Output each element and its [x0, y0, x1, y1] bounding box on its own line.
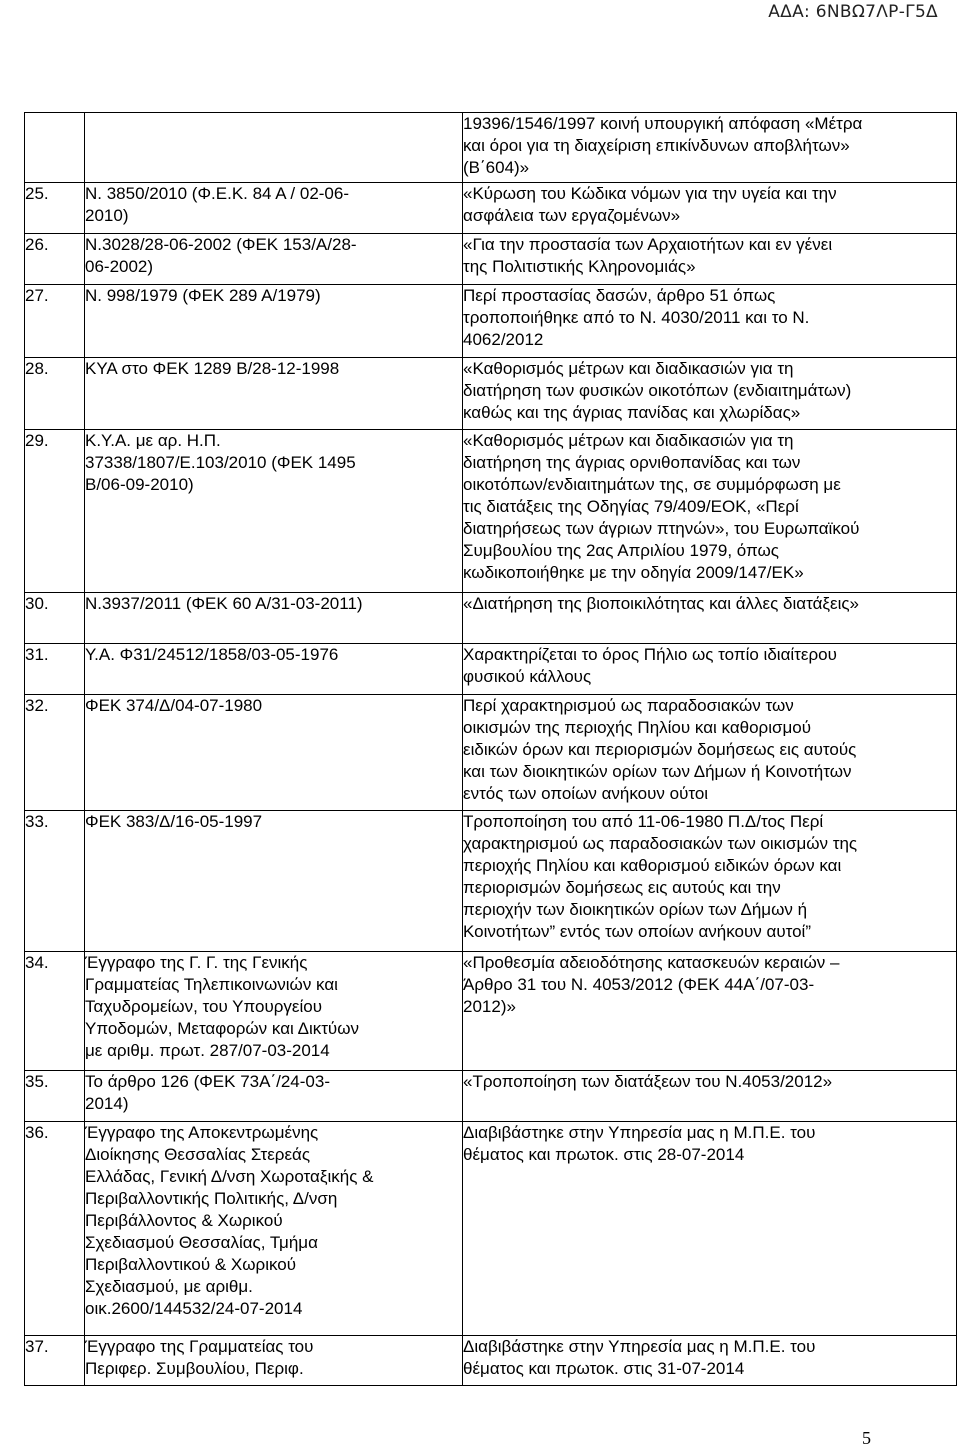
row-reference: Έγγραφο της Αποκεντρωμένης Διοίκησης Θεσσαλίας Στερεάς Ελλάδας, Γενική Δ/νση Χωροταξικής & Περιβαλλοντικής Πολιτικής, Δ/νση Περιβάλλοντος & Χωρικού Σχεδιασμού Θεσσαλίας, Τμήμα Περιβαλλοντικού & Χωρικού Σχεδιασμού, με αριθμ. οικ.2600/144532/24-07-2014 [85, 1122, 463, 1336]
row-reference: Κ.Υ.Α. με αρ. Η.Π. 37338/1807/Ε.103/2010 (ΦΕΚ 1495 Β/06-09-2010) [85, 430, 463, 593]
row-number [25, 113, 85, 183]
table-row [25, 234, 957, 285]
table-row [25, 644, 957, 695]
row-number: 37. [25, 1336, 85, 1386]
row-description: «Καθορισμός μέτρων και διαδικασιών για τη διατήρηση της άγριας ορνιθοπανίδας και των οικοτόπων/ενδιαιτημάτων της, σε συμμόρφωση με τις διατάξεις της Οδηγίας 79/409/ΕΟΚ, «Περί διατηρήσεως των άγριων πτηνών», του Ευρωπαϊκού Συμβουλίου της 2ας Απριλίου 1979, όπως κωδικοποιήθηκε με την οδηγία 2009/147/ΕΚ» [463, 430, 957, 593]
table-row [25, 695, 957, 811]
row-number: 32. [25, 695, 85, 811]
table-row [25, 358, 957, 430]
row-description: Περί προστασίας δασών, άρθρο 51 όπως τροποποιήθηκε από το Ν. 4030/2011 και το Ν. 4062/2012 [463, 285, 957, 358]
row-description: «Τροποποίηση των διατάξεων του Ν.4053/2012» [463, 1071, 957, 1122]
table-row [25, 1071, 957, 1122]
row-description: «Προθεσμία αδειοδότησης κατασκευών κεραιών – Άρθρο 31 του Ν. 4053/2012 (ΦΕΚ 44Α΄/07-03- 2012)» [463, 952, 957, 1071]
row-description: «Διατήρηση της βιοποικιλότητας και άλλες διατάξεις» [463, 593, 957, 644]
row-reference: Έγγραφο της Γ. Γ. της Γενικής Γραμματείας Τηλεπικοινωνιών και Ταχυδρομείων, του Υπουργείου Υποδομών, Μεταφορών και Δικτύων με αριθμ. πρωτ. 287/07-03-2014 [85, 952, 463, 1071]
table-row [25, 1336, 957, 1386]
legislation-table [24, 112, 957, 1386]
table-row [25, 952, 957, 1071]
row-description: Διαβιβάστηκε στην Υπηρεσία μας η Μ.Π.Ε. του θέματος και πρωτοκ. στις 28-07-2014 [463, 1122, 957, 1336]
table-row [25, 430, 957, 593]
row-reference: ΦΕΚ 374/Δ/04-07-1980 [85, 695, 463, 811]
page-number: 5 [862, 1428, 871, 1448]
table-row [25, 1122, 957, 1336]
row-number: 27. [25, 285, 85, 358]
ada-code: ΑΔΑ: 6ΝΒΩ7ΛΡ-Γ5Δ [768, 2, 938, 22]
row-number: 31. [25, 644, 85, 695]
row-reference: Ν. 3850/2010 (Φ.Ε.Κ. 84 Α / 02-06- 2010) [85, 183, 463, 234]
row-number: 35. [25, 1071, 85, 1122]
row-reference: Το άρθρο 126 (ΦΕΚ 73Α΄/24-03- 2014) [85, 1071, 463, 1122]
row-description: Χαρακτηρίζεται το όρος Πήλιο ως τοπίο ιδιαίτερου φυσικού κάλλους [463, 644, 957, 695]
row-number: 33. [25, 811, 85, 952]
row-number: 29. [25, 430, 85, 593]
table-row [25, 183, 957, 234]
table-row [25, 593, 957, 644]
row-number: 25. [25, 183, 85, 234]
row-number: 30. [25, 593, 85, 644]
row-reference: Ν.3028/28-06-2002 (ΦΕΚ 153/Α/28- 06-2002) [85, 234, 463, 285]
row-description: «Καθορισμός μέτρων και διαδικασιών για τη διατήρηση των φυσικών οικοτόπων (ενδιαιτημάτων) καθώς και της άγριας πανίδας και χλωρίδας» [463, 358, 957, 430]
row-reference: ΚΥΑ στο ΦΕΚ 1289 Β/28-12-1998 [85, 358, 463, 430]
row-number: 34. [25, 952, 85, 1071]
row-reference: Έγγραφο της Γραμματείας του Περιφερ. Συμβουλίου, Περιφ. [85, 1336, 463, 1386]
row-reference: Υ.Α. Φ31/24512/1858/03-05-1976 [85, 644, 463, 695]
table-row [25, 811, 957, 952]
row-description: Τροποποίηση του από 11-06-1980 Π.Δ/τος Περί χαρακτηρισμού ως παραδοσιακών των οικισμών της περιοχής Πηλίου και καθορισμού ειδικών όρων και περιορισμών δομήσεως εις αυτούς και την περιοχήν των διοικητικών ορίων των Δήμων ή Κοινοτήτων” εντός των οποίων ανήκουν αυτοί” [463, 811, 957, 952]
row-description: «Κύρωση του Κώδικα νόμων για την υγεία και την ασφάλεια των εργαζομένων» [463, 183, 957, 234]
table-row [25, 113, 957, 183]
row-reference: Ν. 998/1979 (ΦΕΚ 289 Α/1979) [85, 285, 463, 358]
row-description: 19396/1546/1997 κοινή υπουργική απόφαση «Μέτρα και όροι για τη διαχείριση επικίνδυνων αποβλήτων» (Β΄604)» [463, 113, 957, 183]
table-row [25, 285, 957, 358]
row-description: Διαβιβάστηκε στην Υπηρεσία μας η Μ.Π.Ε. του θέματος και πρωτοκ. στις 31-07-2014 [463, 1336, 957, 1386]
row-description: Περί χαρακτηρισμού ως παραδοσιακών των οικισμών της περιοχής Πηλίου και καθορισμού ειδικών όρων και περιορισμών δομήσεως εις αυτούς και των διοικητικών ορίων των Δήμων ή Κοινοτήτων εντός των οποίων ανήκουν ούτοι [463, 695, 957, 811]
row-reference: Ν.3937/2011 (ΦΕΚ 60 Α/31-03-2011) [85, 593, 463, 644]
row-number: 26. [25, 234, 85, 285]
row-number: 28. [25, 358, 85, 430]
row-reference [85, 113, 463, 183]
row-description: «Για την προστασία των Αρχαιοτήτων και εν γένει της Πολιτιστικής Κληρονομιάς» [463, 234, 957, 285]
row-number: 36. [25, 1122, 85, 1336]
row-reference: ΦΕΚ 383/Δ/16-05-1997 [85, 811, 463, 952]
